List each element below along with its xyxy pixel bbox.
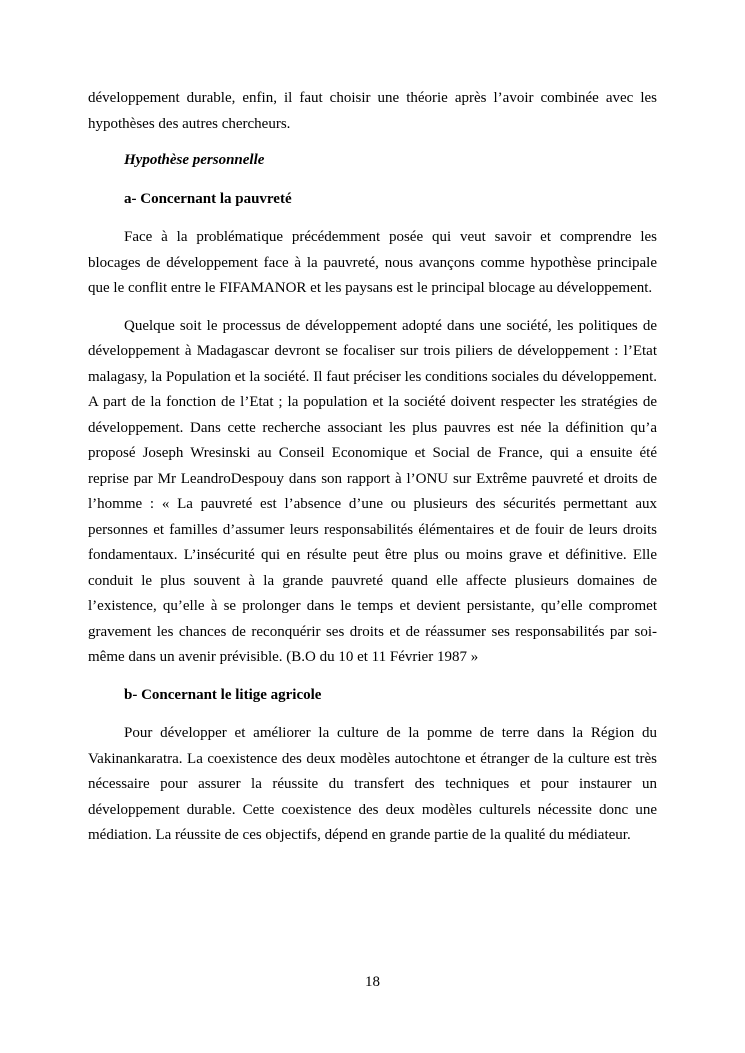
section-a-paragraph-2: Quelque soit le processus de développement adopté dans une société, les politiques de développement à Madagascar devront se focaliser sur trois piliers de développement : l’Etat malagasy, la Population et la société. Il faut préciser les conditions sociales du développement. A part de la fonction de l’Etat ; la population et la société doivent respecter les stratégies de développement. Dans cette recherche associant les plus pauvres est née la définition qu’a proposé Joseph Wresinski au Conseil Economique et Social de France, qui a ensuite été reprise par Mr LeandroDespouy dans son rapport à l’ONU sur Extrême pauvreté et droits de l’homme : « La pauvreté est l’absence d’une ou plusieurs des sécurités permettant aux personnes et familles d’assumer leurs responsabilités élémentaires et de fouir de leurs droits fondamentaux. L’insécurité qui en résulte peut être plus ou moins grave et définitive. Elle conduit le plus souvent à la grande pauvreté quand elle affecte plusieurs domaines de l’existence, qu’elle à se prolonger dans le temps et devient persistante, qu’elle compromet gravement les chances de reconquérir ses droits et de réassumer ses responsabilités par soi-même dans un avenir prévisible. (B.O du 10 et 11 Février 1987 » <box>88 317 657 665</box>
hypothesis-heading: Hypothèse personnelle <box>124 152 265 168</box>
section-a-paragraph-1: Face à la problématique précédemment posée qui veut savoir et comprendre les blocages de développement face à la pauvreté, nous avançons comme hypothèse principale que le conflit entre le FIFAMANOR et les paysans est le principal blocage au développement. <box>88 229 657 296</box>
section-a-heading: a- Concernant la pauvreté <box>124 190 292 207</box>
section-b-paragraph-1: Pour développer et améliorer la culture de la pomme de terre dans la Région du Vakinankaratra. La coexistence des deux modèles autochtone et étranger de la culture est très nécessaire pour assurer la réussite du transfert des techniques et pour instaurer un développement durable. Cette coexistence des deux modèles culturels nécessite donc une médiation. La réussite de ces objectifs, dépend en grande partie de la qualité du médiateur. <box>88 725 657 843</box>
page-number: 18 <box>365 974 380 990</box>
continuation-paragraph: développement durable, enfin, il faut choisir une théorie après l’avoir combinée avec les hypothèses des autres chercheurs. <box>88 90 657 132</box>
section-b-heading: b- Concernant le litige agricole <box>124 686 322 703</box>
document-body <box>88 86 657 861</box>
